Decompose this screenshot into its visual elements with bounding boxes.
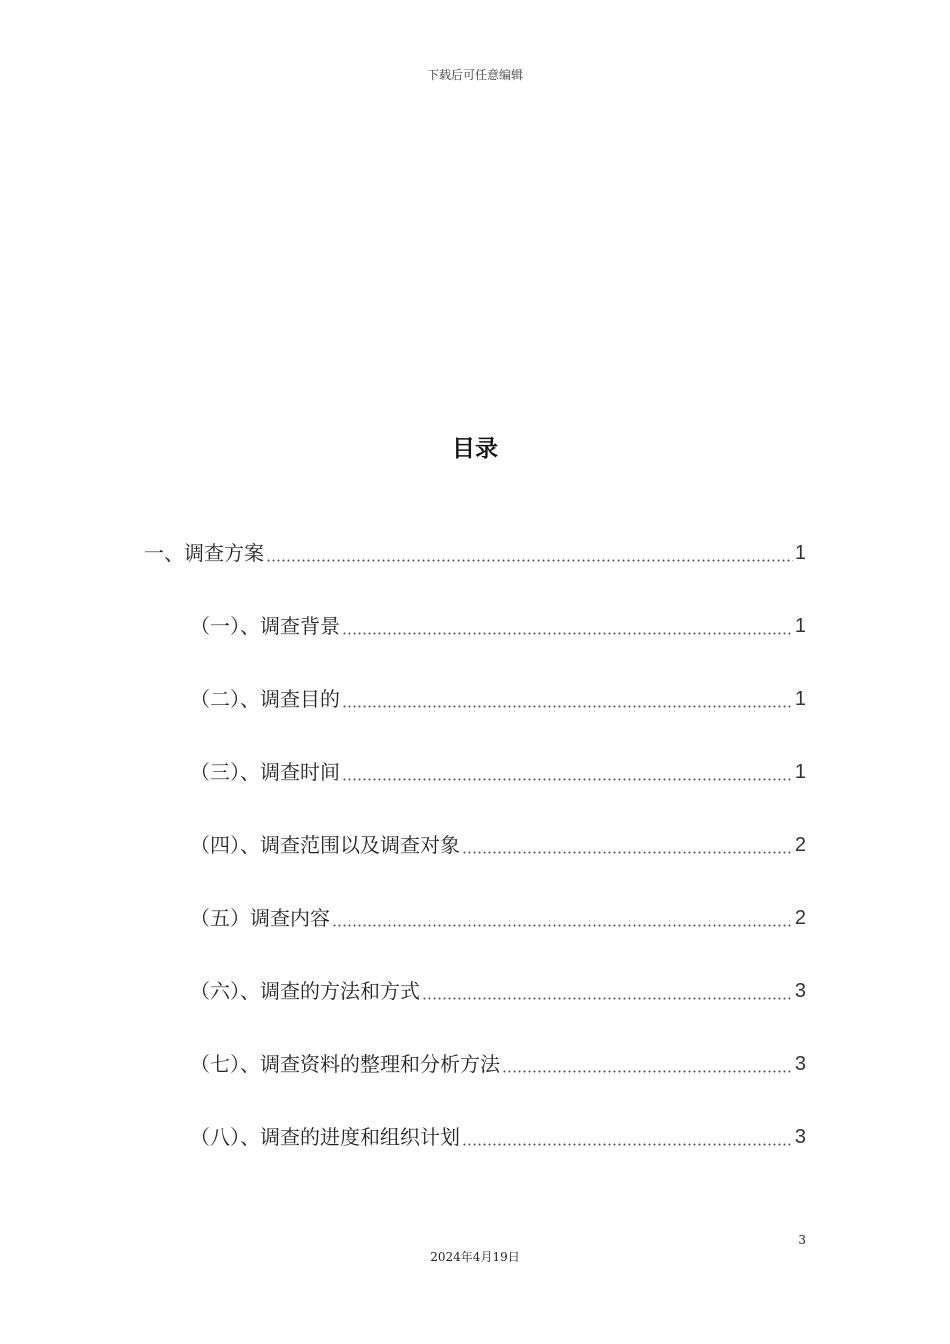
dot-leader (462, 1143, 793, 1146)
toc-entry-label: （六）、调查的方法和方式 (190, 979, 420, 1003)
dot-leader (502, 1070, 793, 1073)
toc-entry-page: 1 (794, 542, 806, 564)
dot-leader (422, 997, 793, 1000)
toc-entry-page: 1 (794, 615, 806, 637)
toc-entry-page: 3 (794, 1126, 806, 1148)
toc-entry-label: 一、调查方案 (144, 541, 264, 565)
toc-entry-label: （二）、调查目的 (190, 687, 340, 711)
toc-entry[interactable] (144, 536, 806, 570)
toc-entry-label: （一）、调查背景 (190, 614, 340, 638)
toc-entry[interactable] (190, 901, 806, 935)
toc-entry[interactable] (190, 974, 806, 1008)
toc-entry-label: （八）、调查的进度和组织计划 (190, 1125, 460, 1149)
toc-entry[interactable] (190, 682, 806, 716)
toc-entry-page: 3 (794, 980, 806, 1002)
dot-leader (266, 559, 793, 562)
toc-entry-label: （五）调查内容 (190, 906, 330, 930)
toc-entry-label: （三）、调查时间 (190, 760, 340, 784)
toc-entry[interactable] (190, 828, 806, 862)
toc-entry[interactable] (190, 609, 806, 643)
toc-entry-page: 1 (794, 761, 806, 783)
toc-entry[interactable] (190, 1047, 806, 1081)
toc-title: 目录 (452, 436, 498, 462)
dot-leader (342, 778, 793, 781)
toc-entry-page: 3 (794, 1053, 806, 1075)
toc-entry-page: 1 (794, 688, 806, 710)
footer-date: 2024年4月19日 (430, 1250, 520, 1264)
header-note: 下载后可任意编辑 (426, 68, 523, 82)
dot-leader (332, 924, 793, 927)
dot-leader (462, 851, 793, 854)
toc-entry-label: （四）、调查范围以及调查对象 (190, 833, 460, 857)
page-number: 3 (798, 1233, 806, 1247)
dot-leader (342, 705, 793, 708)
toc-entry-label: （七）、调查资料的整理和分析方法 (190, 1052, 500, 1076)
toc-entry[interactable] (190, 1120, 806, 1154)
toc-entry[interactable] (190, 755, 806, 789)
toc-entry-page: 2 (794, 907, 806, 929)
toc-entry-page: 2 (794, 834, 806, 856)
dot-leader (342, 632, 793, 635)
